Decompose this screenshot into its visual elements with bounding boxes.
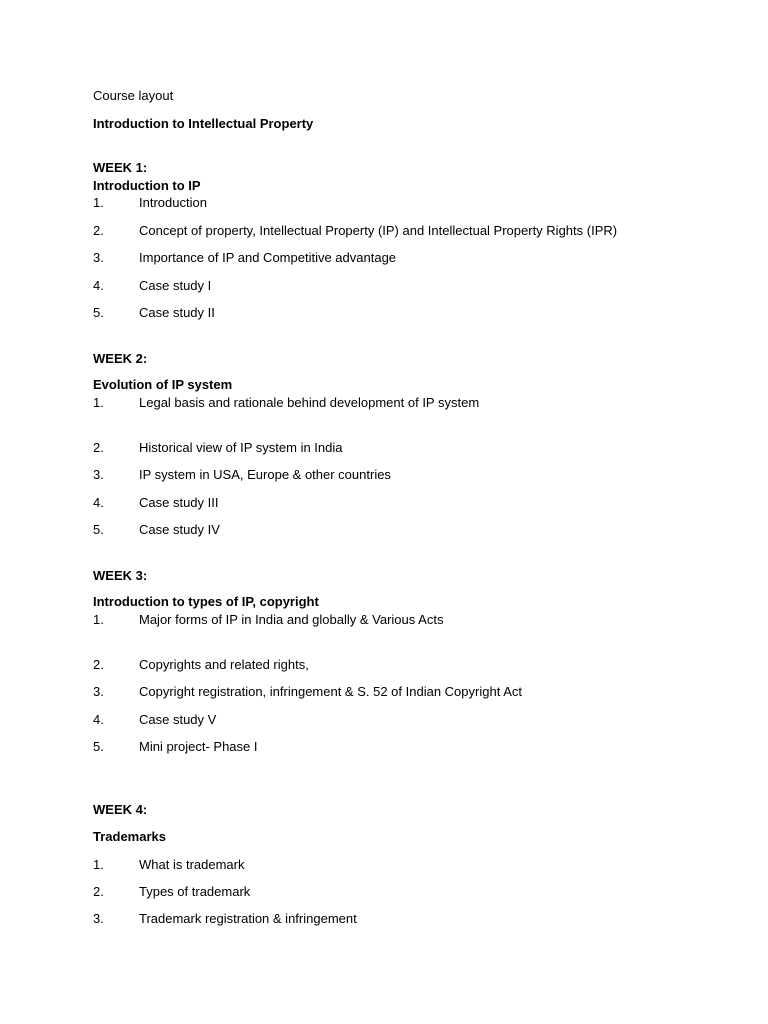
week-subtitle: Evolution of IP system — [93, 377, 233, 392]
week-heading: WEEK 2: — [93, 351, 148, 366]
week-heading: WEEK 3: — [93, 568, 148, 583]
list-item-number: 4. — [93, 712, 104, 727]
list-item-number: 1. — [93, 395, 104, 410]
list-item-number: 3. — [93, 467, 104, 482]
list-item-text: Introduction — [139, 195, 207, 210]
list-item-number: 1. — [93, 195, 104, 210]
list-item-text: Case study III — [139, 495, 219, 510]
list-item-number: 5. — [93, 739, 104, 754]
list-item-text: Case study I — [139, 278, 212, 293]
list-item-number: 3. — [93, 911, 104, 926]
list-item-number: 2. — [93, 657, 104, 672]
list-item-text: Trademark registration & infringement — [139, 911, 357, 926]
week-heading: WEEK 4: — [93, 802, 148, 817]
course-title: Introduction to Intellectual Property — [93, 116, 314, 131]
list-item-number: 3. — [93, 250, 104, 265]
list-item-text: Types of trademark — [139, 884, 251, 899]
list-item-number: 2. — [93, 440, 104, 455]
list-item-text: Copyright registration, infringement & S. 52 of Indian Copyright Act — [139, 684, 522, 699]
week-subtitle: Trademarks — [93, 829, 166, 844]
list-item-text: IP system in USA, Europe & other countries — [139, 467, 391, 482]
list-item-number: 2. — [93, 884, 104, 899]
list-item-text: Concept of property, Intellectual Property (IP) and Intellectual Property Rights (IPR) — [139, 223, 618, 238]
list-item-number: 1. — [93, 857, 104, 872]
list-item-number: 3. — [93, 684, 104, 699]
list-item-number: 4. — [93, 278, 104, 293]
list-item-number: 4. — [93, 495, 104, 510]
list-item-number: 5. — [93, 522, 104, 537]
list-item-text: Importance of IP and Competitive advantage — [139, 250, 397, 265]
list-item-text: Legal basis and rationale behind development of IP system — [139, 395, 480, 410]
week-subtitle: Introduction to IP — [93, 178, 201, 193]
list-item-text: Case study V — [139, 712, 217, 727]
list-item-text: Case study II — [139, 305, 215, 320]
list-item-text: Case study IV — [139, 522, 220, 537]
list-item-number: 1. — [93, 612, 104, 627]
week-heading: WEEK 1: — [93, 160, 148, 175]
document-label: Course layout — [93, 88, 174, 103]
list-item-text: Historical view of IP system in India — [139, 440, 343, 455]
list-item-number: 5. — [93, 305, 104, 320]
list-item-text: Copyrights and related rights, — [139, 657, 309, 672]
list-item-text: Mini project- Phase I — [139, 739, 258, 754]
list-item-text: What is trademark — [139, 857, 245, 872]
list-item-number: 2. — [93, 223, 104, 238]
list-item-text: Major forms of IP in India and globally & Various Acts — [139, 612, 444, 627]
week-subtitle: Introduction to types of IP, copyright — [93, 594, 319, 609]
